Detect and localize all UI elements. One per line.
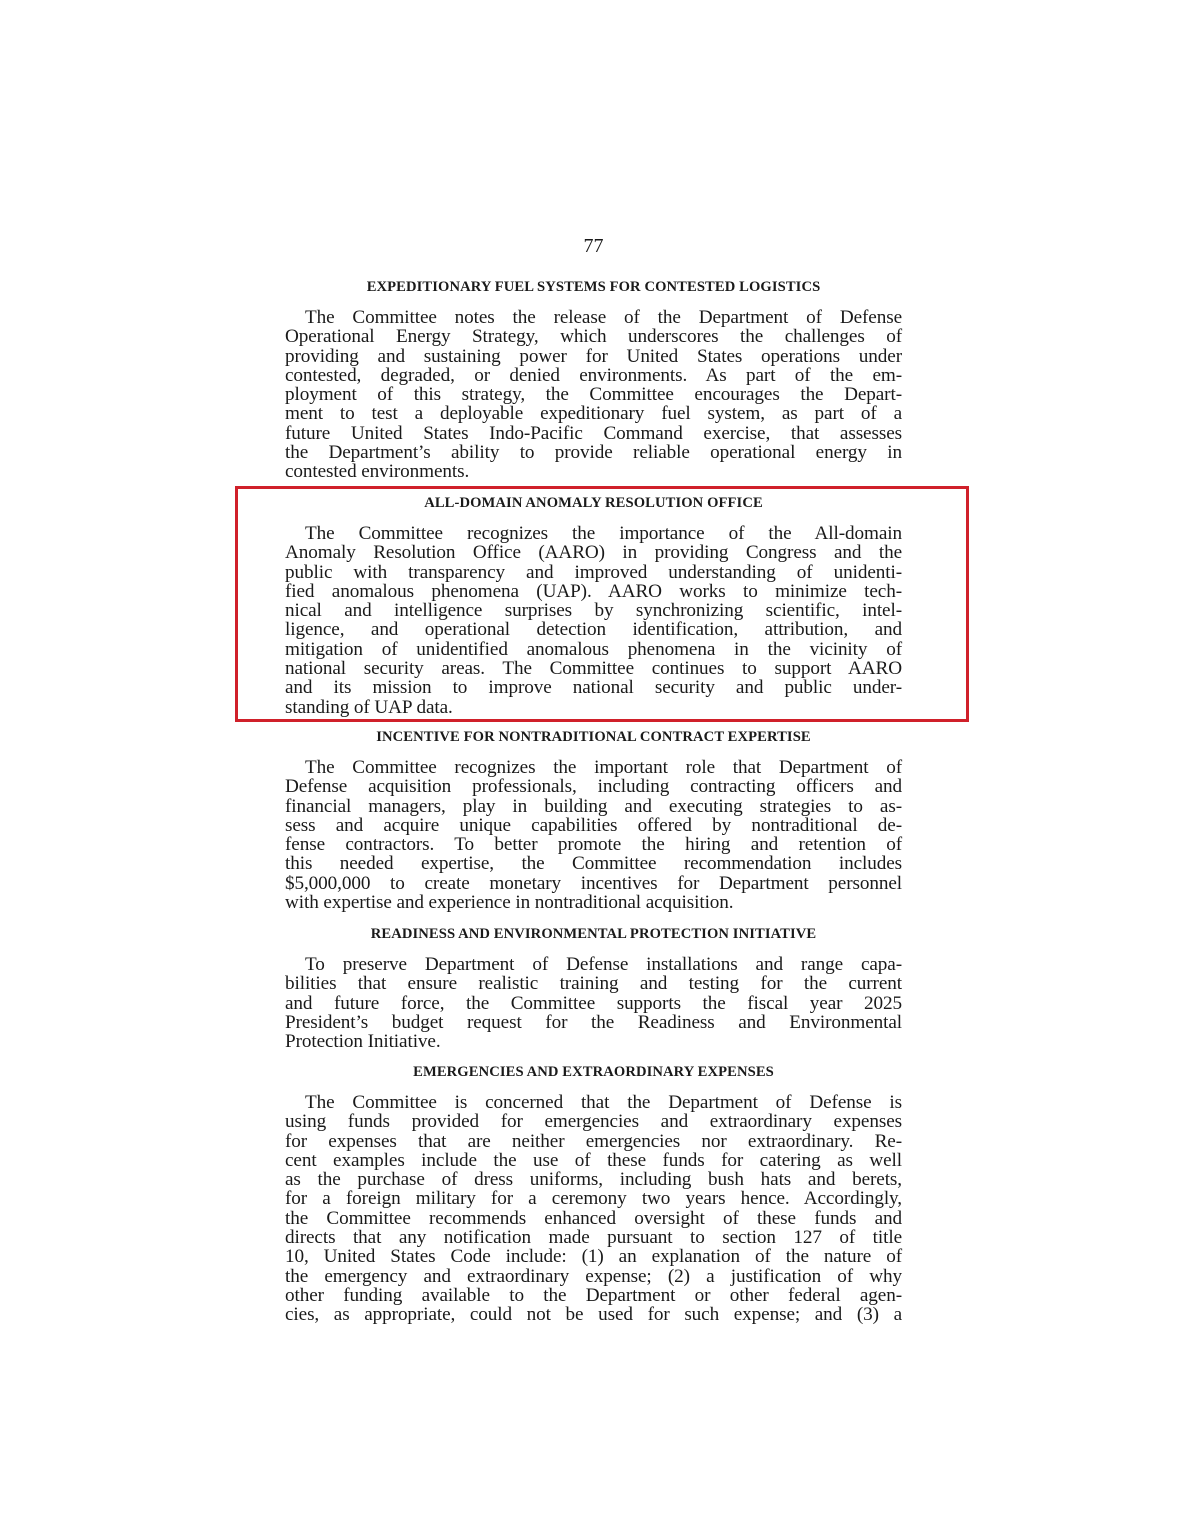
section-heading: ALL-DOMAIN ANOMALY RESOLUTION OFFICE [424, 495, 763, 511]
text-line: financial managers, play in building and executing strategies to as- [285, 795, 902, 817]
text-line: Anomaly Resolution Office (AARO) in providing Congress and the [285, 542, 902, 564]
text-line: providing and sustaining power for United States operations under [285, 345, 902, 367]
section-expeditionary-fuel [285, 278, 902, 297]
section-body [285, 758, 902, 912]
text-line: ployment of this strategy, the Committee encourages the Depart- [285, 384, 902, 406]
section-body [285, 955, 902, 1051]
text-line: public with transparency and improved understanding of unidenti- [285, 561, 902, 583]
text-line: sess and acquire unique capabilities offered by nontraditional de- [285, 814, 902, 836]
section-heading: INCENTIVE FOR NONTRADITIONAL CONTRACT EXPERTISE [376, 729, 811, 745]
text-line: the emergency and extraordinary expense; (2) a justification of why [285, 1265, 902, 1287]
text-line: fense contractors. To better promote the hiring and retention of [285, 834, 902, 856]
section-heading: READINESS AND ENVIRONMENTAL PROTECTION INITIATIVE [370, 926, 817, 942]
text-line: the Committee recommends enhanced oversight of these funds and [285, 1207, 902, 1229]
text-line: cent examples include the use of these funds for catering as well [285, 1149, 902, 1171]
text-line: bilities that ensure realistic training and testing for the current [285, 973, 902, 995]
text-line: ment to test a deployable expeditionary fuel system, as part of a [285, 403, 902, 425]
text-line: Operational Energy Strategy, which underscores the challenges of [285, 326, 902, 348]
text-line: as the purchase of dress uniforms, including bush hats and berets, [285, 1169, 902, 1191]
section-emergencies [285, 1063, 902, 1082]
text-line: $5,000,000 to create monetary incentives for Department personnel [285, 872, 902, 894]
text-line: The Committee recognizes the importance of the All-domain [305, 523, 902, 544]
section-heading: EMERGENCIES AND EXTRAORDINARY EXPENSES [413, 1064, 774, 1080]
text-line: President’s budget request for the Readiness and Environmental [285, 1011, 902, 1033]
text-line: mitigation of unidentified anomalous phenomena in the vicinity of [285, 638, 902, 660]
text-line: with expertise and experience in nontraditional acquisition. [285, 892, 734, 914]
section-readiness [285, 925, 902, 944]
text-line: The Committee is concerned that the Department of Defense is [305, 1092, 902, 1113]
text-line: and its mission to improve national security and public under- [285, 677, 902, 699]
text-line: 10, United States Code include: (1) an explanation of the nature of [285, 1246, 902, 1268]
text-line: the Department’s ability to provide reliable operational energy in [285, 442, 902, 464]
text-line: national security areas. The Committee continues to support AARO [285, 658, 902, 680]
text-line: cies, as appropriate, could not be used for such expense; and (3) a [285, 1304, 902, 1326]
text-line: other funding available to the Department or other federal agen- [285, 1284, 902, 1306]
text-line: nical and intelligence surprises by synchronizing scientific, intel- [285, 600, 902, 622]
text-line: ligence, and operational detection identification, attribution, and [285, 619, 902, 641]
text-line: for a foreign military for a ceremony two years hence. Accordingly, [285, 1188, 902, 1210]
text-line: To preserve Department of Defense installations and range capa- [305, 954, 902, 975]
text-line: The Committee notes the release of the Department of Defense [305, 307, 902, 328]
text-line: fied anomalous phenomena (UAP). AARO works to minimize tech- [285, 580, 902, 602]
text-line: The Committee recognizes the important role that Department of [305, 757, 902, 778]
text-line: contested, degraded, or denied environments. As part of the em- [285, 364, 902, 386]
text-line: directs that any notification made pursuant to section 127 of title [285, 1227, 902, 1249]
text-line: contested environments. [285, 461, 470, 483]
text-line: Protection Initiative. [285, 1031, 441, 1053]
text-line: for expenses that are neither emergencies nor extraordinary. Re- [285, 1130, 902, 1152]
section-aaro [285, 494, 902, 513]
section-body [285, 308, 902, 482]
section-incentive [285, 728, 902, 747]
text-line: standing of UAP data. [285, 696, 453, 718]
page-number: 77 [583, 235, 604, 257]
text-line: future United States Indo-Pacific Command exercise, that assesses [285, 422, 902, 444]
text-line: Defense acquisition professionals, including contracting officers and [285, 776, 902, 798]
section-body [285, 524, 902, 717]
text-line: using funds provided for emergencies and extraordinary expenses [285, 1111, 902, 1133]
section-body [285, 1093, 902, 1325]
text-line: and future force, the Committee supports the fiscal year 2025 [285, 992, 902, 1014]
section-heading: EXPEDITIONARY FUEL SYSTEMS FOR CONTESTED LOGISTICS [366, 279, 821, 295]
text-line: this needed expertise, the Committee recommendation includes [285, 853, 902, 875]
